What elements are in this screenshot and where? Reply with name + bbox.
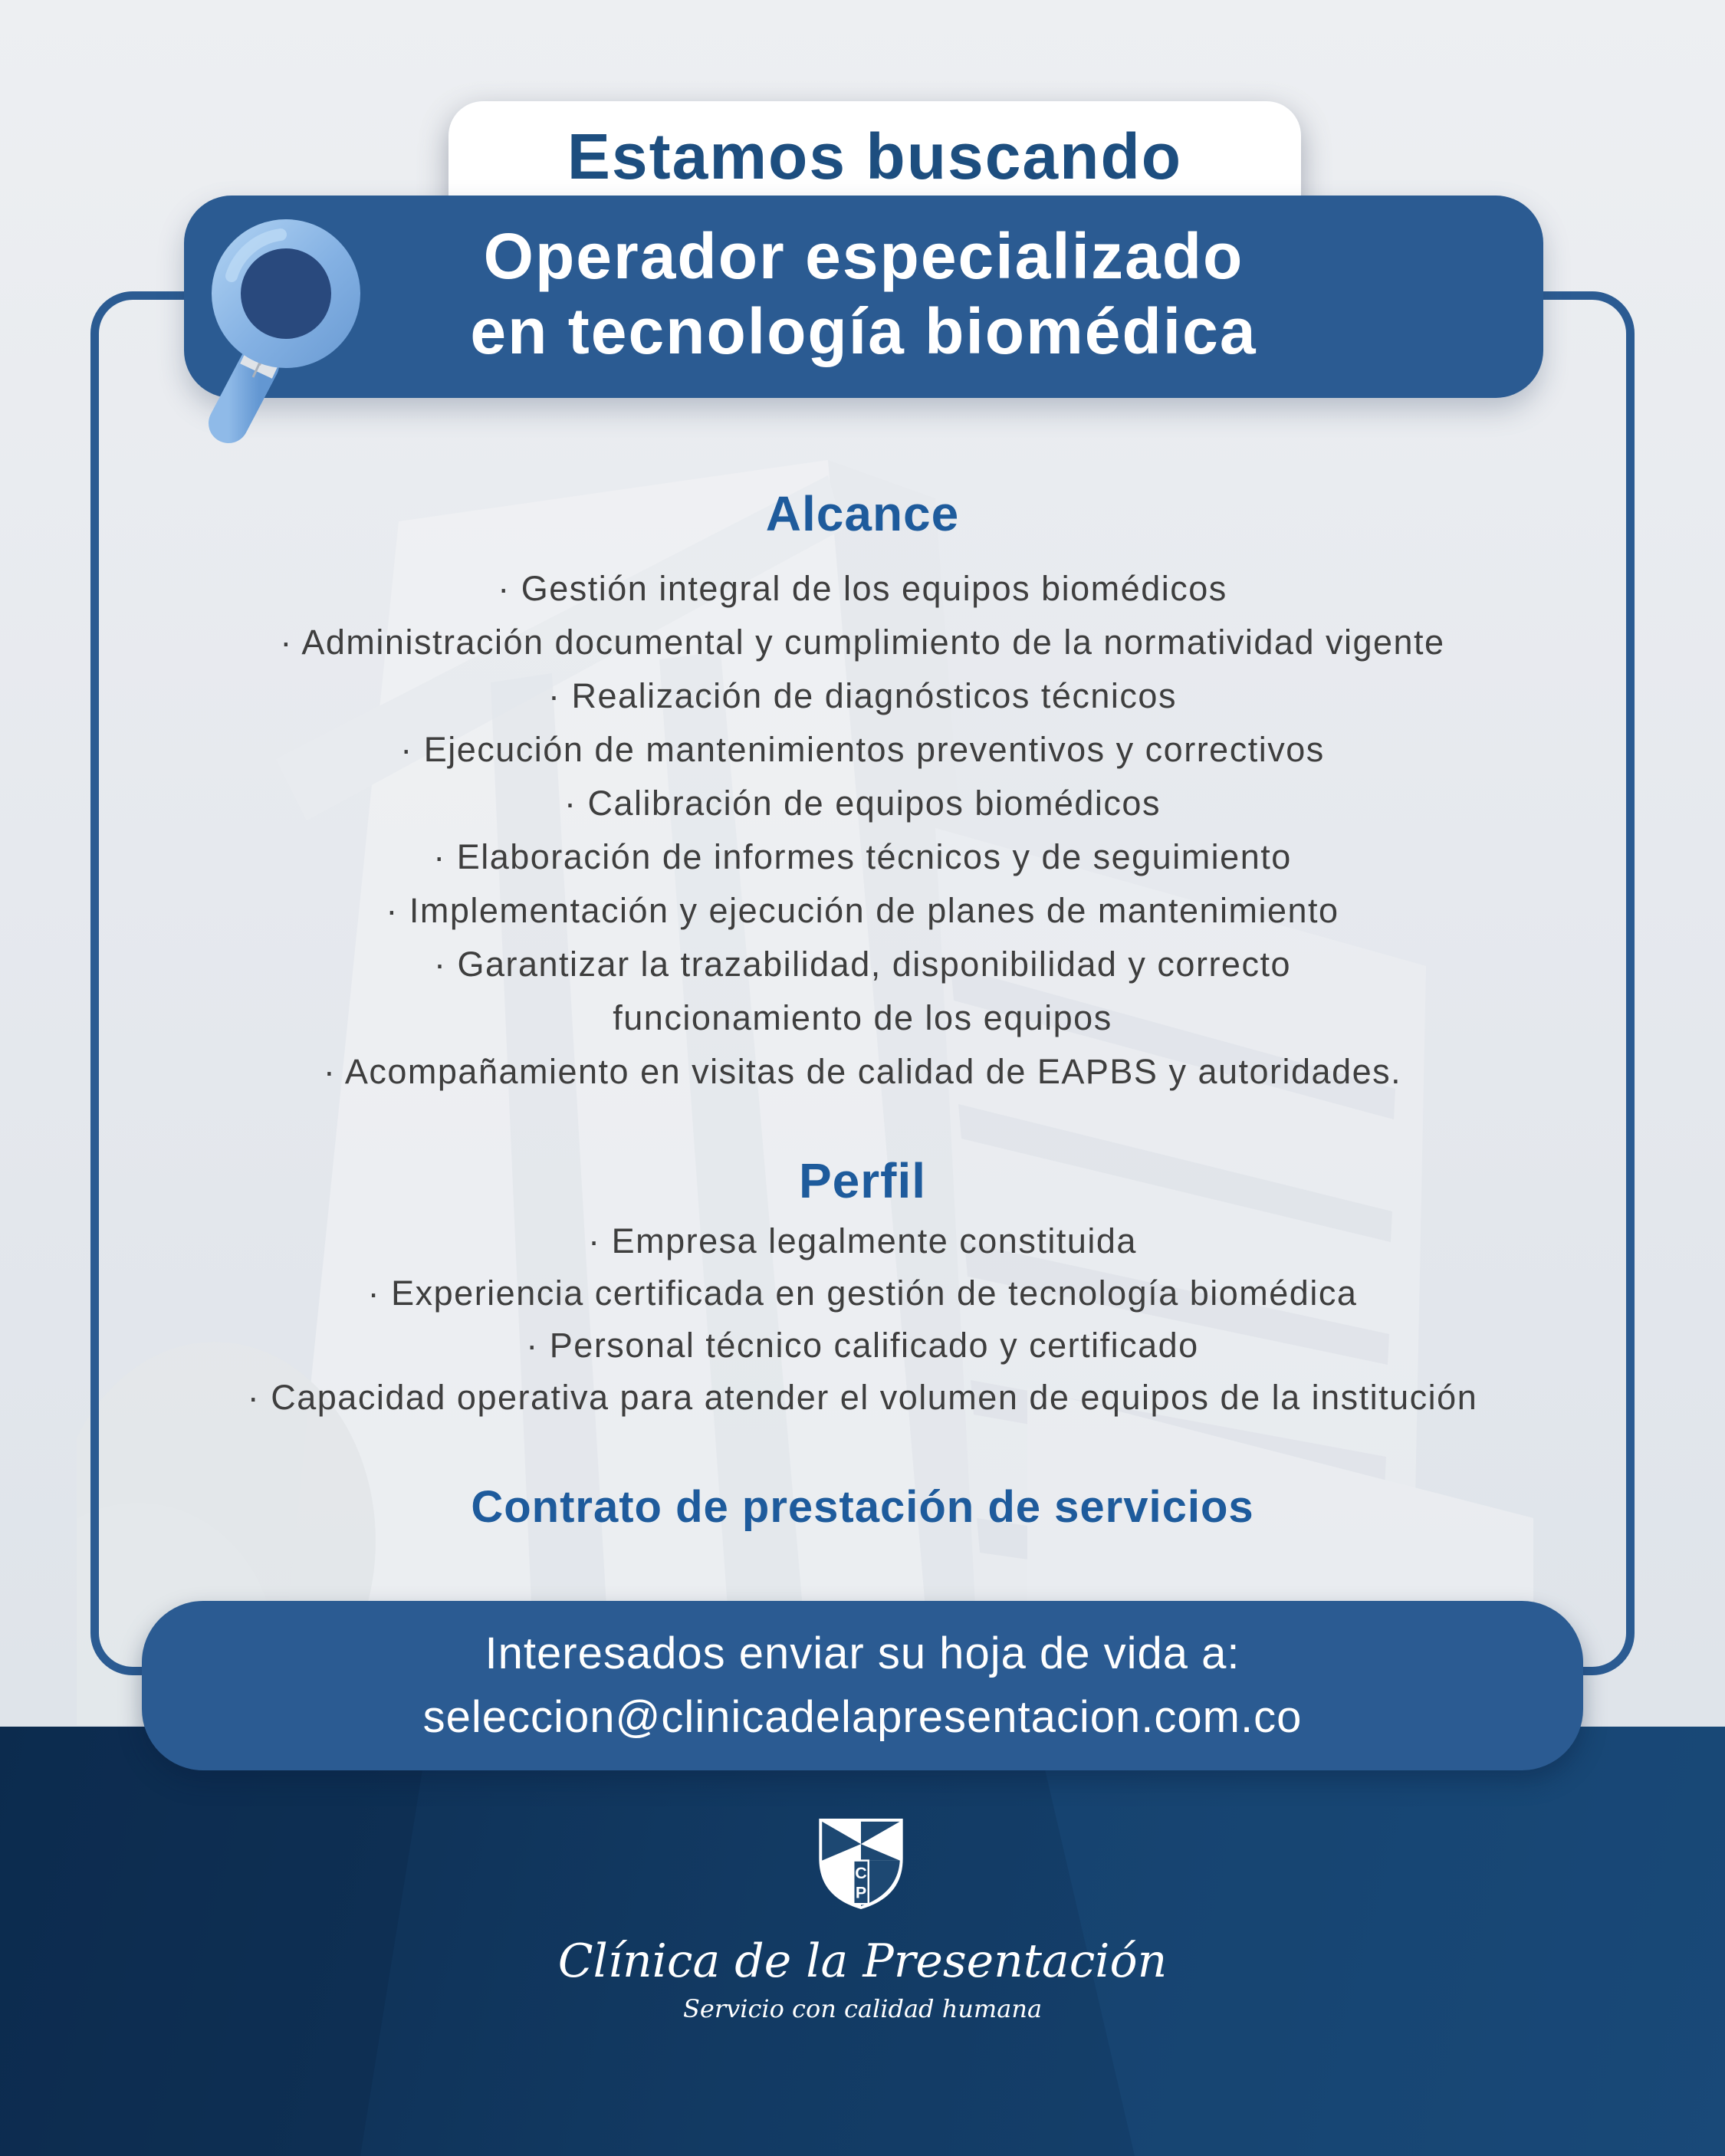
list-item: · Acompañamiento en visitas de calidad de EAPBS y autoridades. [323, 1052, 1402, 1091]
perfil-heading: Perfil [798, 1153, 927, 1208]
job-title-line2: en tecnología biomédica [470, 295, 1257, 367]
list-item: · Implementación y ejecución de planes de mantenimiento [386, 891, 1339, 930]
magnifier-3d-icon [192, 207, 372, 452]
shield-initial-p: P [855, 1883, 867, 1902]
contract-heading: Contrato de prestación de servicios [471, 1482, 1254, 1532]
list-item: · Experiencia certificada en gestión de tecnología biomédica [367, 1274, 1358, 1313]
badge-text: Estamos buscando [567, 120, 1183, 192]
clinic-tagline: Servicio con calidad humana [682, 1994, 1043, 2023]
alcance-heading: Alcance [765, 486, 960, 541]
list-item-continuation: funcionamiento de los equipos [613, 998, 1112, 1037]
alcance-list [100, 562, 1625, 1099]
list-item: · Empresa legalmente constituida [588, 1221, 1137, 1260]
list-item: · Ejecución de mantenimientos preventivos y correctivos [400, 730, 1325, 769]
clinic-name: Clínica de la Presentación [557, 1934, 1168, 1988]
list-item: · Elaboración de informes técnicos y de seguimiento [433, 837, 1292, 876]
perfil-list [100, 1215, 1625, 1424]
list-item: · Administración documental y cumplimiento de la normatividad vigente [280, 623, 1445, 662]
shield-logo-icon [815, 1817, 907, 1911]
contact-box [142, 1601, 1583, 1770]
list-item: · Calibración de equipos biomédicos [564, 784, 1161, 823]
job-title-line1: Operador especializado [483, 220, 1244, 292]
list-item: · Gestión integral de los equipos biomédicos [498, 569, 1227, 608]
list-item: · Personal técnico calificado y certificado [526, 1326, 1199, 1365]
job-title-box [184, 196, 1543, 398]
list-item: · Garantizar la trazabilidad, disponibilidad y correcto [433, 945, 1291, 984]
list-item: · Capacidad operativa para atender el volumen de equipos de la institución [247, 1378, 1478, 1417]
contact-intro: Interesados enviar su hoja de vida a: [485, 1629, 1240, 1678]
contact-email: seleccion@clinicadelapresentacion.com.co [422, 1692, 1303, 1742]
list-item: · Realización de diagnósticos técnicos [548, 676, 1177, 715]
shield-initial-c: C [855, 1864, 867, 1883]
